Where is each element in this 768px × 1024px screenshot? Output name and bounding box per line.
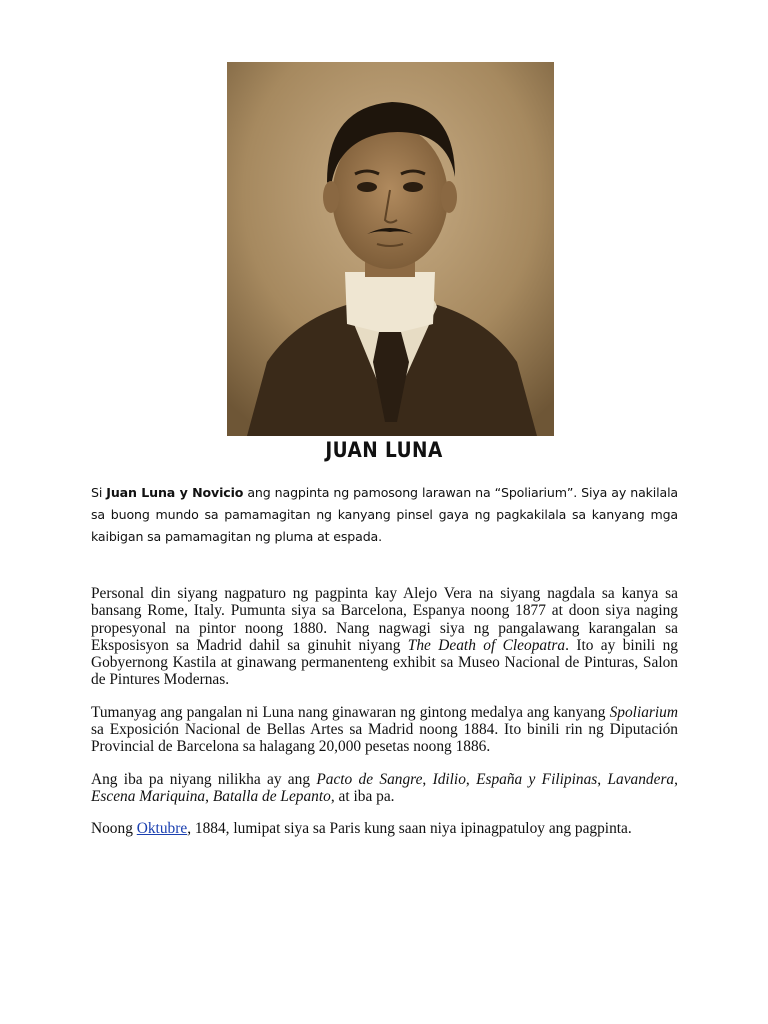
artwork-title: Pacto de Sangre: [316, 770, 423, 788]
portrait-photo: [227, 62, 554, 436]
artwork-title: The Death of Cleopatra: [407, 636, 566, 654]
document-body: [91, 585, 678, 853]
intro-paragraph: [91, 482, 678, 548]
artwork-title: Batalla de Lepanto: [212, 787, 331, 805]
paragraph-text: Personal din siyang nagpaturo ng pagpinta kay Alejo Vera na siyang nagdala sa kanya sa bansang Rome, Italy. Pumunta siya sa Barcelona, Espanya noong 1877 at doon siya naging propesyonal na pintor noong 1880. Nang nagwagi siya ng pangalawang karangalan sa Eksposisyon sa Madrid dahil sa ginuhit niyang: [91, 585, 678, 654]
paragraph-text: Ang iba pa niyang nilikha ay ang: [91, 770, 317, 788]
intro-name: Juan Luna y Novicio: [106, 485, 244, 500]
artwork-title: Idilio: [432, 770, 466, 788]
separator: ,: [422, 770, 433, 788]
paragraph-1: [91, 585, 678, 689]
separator: ,: [465, 770, 477, 788]
intro-text: ang nagpinta ng pamosong larawan na “Spoliarium”. Siya ay nakilala sa buong mundo sa pamamagitan ng kanyang pinsel gaya ng pagkakilala sa kanyang mga kaibigan sa pamamagitan ng pluma at espada.: [91, 485, 678, 544]
intro-text: Si: [91, 485, 107, 500]
artwork-title: Lavandera: [607, 770, 675, 788]
separator: ,: [674, 770, 678, 788]
paragraph-text: Noong: [91, 820, 137, 838]
document-title: JUAN LUNA: [325, 438, 443, 462]
paragraph-text: sa Exposición Nacional de Bellas Artes sa Madrid noong 1884. Ito binili rin ng Diputación Provincial de Barcelona sa halagang 20,000 pesetas noong 1886.: [91, 721, 678, 756]
separator: ,: [597, 770, 608, 788]
artwork-title: Spoliarium: [609, 703, 678, 721]
paragraph-4: [91, 820, 678, 837]
paragraph-text: , 1884, lumipat siya sa Paris kung saan niya ipinagpatuloy ang pagpinta.: [187, 820, 632, 838]
artwork-title: España y Filipinas: [476, 770, 598, 788]
paragraph-text: Tumanyag ang pangalan ni Luna nang ginawaran ng gintong medalya ang kanyang: [91, 703, 610, 721]
separator: ,: [205, 787, 213, 805]
paragraph-text: , at iba pa.: [330, 787, 395, 805]
artwork-title: Escena Mariquina: [91, 787, 206, 805]
oktubre-link[interactable]: Oktubre: [136, 820, 188, 838]
paragraph-text: . Ito ay binili ng Gobyernong Kastila at ginawang permanenteng exhibit sa Museo Nacional de Pinturas, Salon de Pintures Modernas.: [91, 636, 679, 689]
paragraph-2: [91, 704, 678, 756]
paragraph-3: [91, 771, 678, 806]
